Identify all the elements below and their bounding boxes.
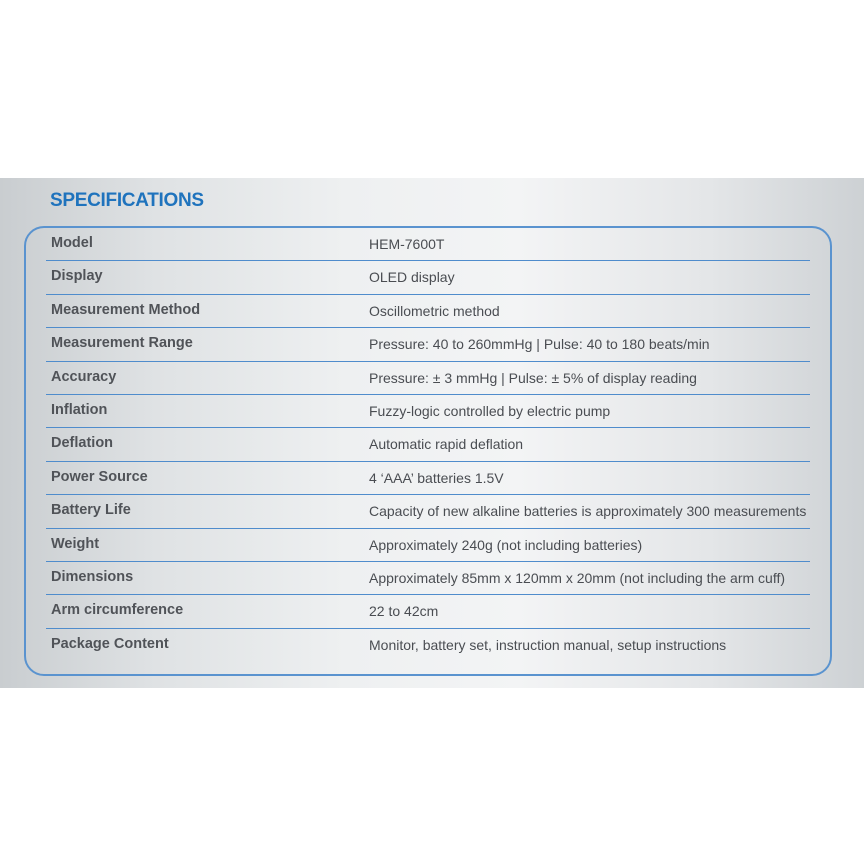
spec-label: Measurement Method (51, 301, 201, 318)
spec-value: OLED display (369, 269, 455, 286)
spec-row-accuracy (46, 362, 810, 395)
spec-row-package-content (46, 629, 810, 662)
spec-value: Oscillometric method (369, 302, 500, 319)
specifications-table (46, 228, 810, 662)
spec-row-deflation (46, 428, 810, 461)
spec-row-arm-circumference (46, 595, 810, 628)
spec-row-inflation (46, 395, 810, 428)
spec-row-power-source (46, 462, 810, 495)
spec-label: Dimensions (51, 568, 134, 585)
spec-label: Deflation (51, 435, 114, 452)
spec-row-model (46, 228, 810, 261)
spec-value: Capacity of new alkaline batteries is approximately 300 measurements (369, 503, 807, 520)
spec-value: Fuzzy-logic controlled by electric pump (369, 402, 611, 419)
spec-value: HEM-7600T (369, 236, 445, 252)
spec-value: Pressure: 40 to 260mmHg | Pulse: 40 to 180 beats/min (369, 336, 710, 353)
spec-value: Monitor, battery set, instruction manual, setup instructions (369, 636, 727, 653)
spec-row-weight (46, 529, 810, 562)
spec-value: Approximately 85mm x 120mm x 20mm (not including the arm cuff) (369, 569, 786, 586)
spec-label: Accuracy (51, 368, 117, 385)
spec-value: Pressure: ± 3 mmHg | Pulse: ± 5% of display reading (369, 369, 697, 386)
spec-row-measurement-method (46, 295, 810, 328)
spec-value: 22 to 42cm (369, 603, 439, 620)
spec-label: Weight (51, 535, 100, 552)
spec-label: Display (51, 268, 103, 285)
spec-value: Approximately 240g (not including batteries) (369, 536, 643, 553)
spec-row-dimensions (46, 562, 810, 595)
spec-label: Power Source (51, 468, 148, 485)
spec-label: Arm circumference (51, 602, 184, 619)
specifications-panel (0, 178, 864, 688)
spec-label: Package Content (51, 635, 169, 652)
spec-label: Battery Life (51, 502, 131, 519)
spec-row-display (46, 261, 810, 294)
spec-value: Automatic rapid deflation (369, 436, 524, 453)
spec-label: Measurement Range (51, 335, 193, 352)
spec-row-battery-life (46, 495, 810, 528)
spec-label: Inflation (51, 401, 108, 418)
specifications-title: SPECIFICATIONS (50, 190, 204, 211)
spec-row-measurement-range (46, 328, 810, 361)
spec-value: 4 ‘AAA’ batteries 1.5V (369, 469, 504, 486)
spec-label: Model (51, 235, 93, 251)
